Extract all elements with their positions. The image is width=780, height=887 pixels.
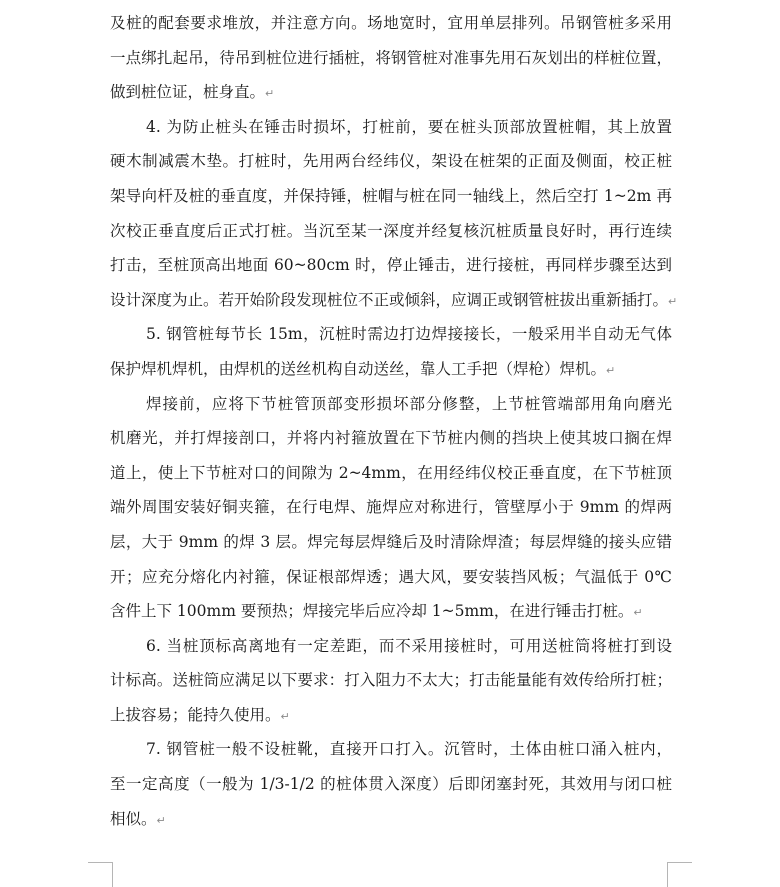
text-line: 4. 为防止桩头在锤击时损坏，打桩前，要在桩头顶部放置桩帽，其上放置 <box>146 117 672 136</box>
text-line: 焊接前，应将下节桩管顶部变形损坏部分修整，上节桩管端部用角向磨光 <box>146 394 672 413</box>
document-body <box>110 6 678 836</box>
paragraph-mark-icon: ↵ <box>668 294 678 308</box>
text-line: 计标高。送桩筒应满足以下要求：打入阻力不太大；打击能量能有效传给所打桩； <box>110 671 672 690</box>
text-line: 及桩的配套要求堆放，并注意方向。场地宽时，宜用单层排列。吊钢管桩多采用 <box>110 14 672 32</box>
text-line: 保护焊机焊机，由焊机的送丝机构自动送丝，靠人工手把（焊枪）焊机。↵ <box>110 359 616 378</box>
text-line: 架导向杆及桩的垂直度，并保持锤，桩帽与桩在同一轴线上，然后空打 1~2m 再 <box>110 186 672 205</box>
text-line: 次校正垂直度后正式打桩。当沉至某一深度并经复核沉桩质量良好时，再行连续 <box>110 221 672 240</box>
text-line: 层，大于 9mm 的焊 3 层。焊完每层焊缝后及时清除焊渣；每层焊缝的接头应错 <box>110 532 672 551</box>
paragraph-5-welding <box>110 317 672 386</box>
text-line: 道上，使上下节桩对口的间隙为 2~4mm，在用经纬仪校正垂直度，在下节桩顶 <box>110 463 672 482</box>
text-line: 硬木制减震木垫。打桩时，先用两台经纬仪，架设在桩架的正面及侧面，校正桩 <box>110 152 672 171</box>
text-line: 端外周围安装好铜夹箍，在行电焊、施焊应对称进行，管壁厚小于 9mm 的焊两 <box>110 498 672 517</box>
paragraph-4-pile-cap <box>110 110 678 318</box>
paragraph-mark-icon: ↵ <box>280 709 290 723</box>
text-line: 含件上下 100mm 要预热；焊接完毕后应冷却 1~5mm，在进行锤击打桩。↵ <box>110 602 643 621</box>
text-line: 机磨光，并打焊接剖口，并将内衬箍放置在下节桩内侧的挡块上使其坡口搁在焊 <box>110 429 672 448</box>
text-line: 5. 钢管桩每节长 15m，沉桩时需边打边焊接接长，一般采用半自动无气体 <box>146 325 672 344</box>
page-corner-mark-right <box>667 862 692 887</box>
paragraph-pile-stacking <box>110 6 672 110</box>
paragraph-6-follower <box>110 629 672 733</box>
paragraph-pre-welding <box>110 387 672 629</box>
text-line: 打击，至桩顶高出地面 60~80cm 时，停止锤击，进行接桩，再同样步骤至达到 <box>110 256 672 275</box>
text-line: 设计深度为止。若开始阶段发现桩位不正或倾斜，应调正或钢管桩拔出重新插打。↵ <box>110 290 678 309</box>
paragraph-mark-icon: ↵ <box>606 363 616 377</box>
text-line: 上拔容易；能持久使用。↵ <box>110 705 290 724</box>
text-line: 一点绑扎起吊，待吊到桩位进行插桩，将钢管桩对准事先用石灰划出的样桩位置， <box>110 48 672 67</box>
text-line: 相似。↵ <box>110 809 166 828</box>
text-line: 开；应充分熔化内衬箍，保证根部焊透；遇大风，要安装挡风板；气温低于 0℃ <box>110 567 672 586</box>
text-line: 做到桩位证，桩身直。↵ <box>110 83 275 102</box>
paragraph-mark-icon: ↵ <box>265 87 275 101</box>
paragraph-mark-icon: ↵ <box>156 813 166 827</box>
paragraph-7-open-end <box>110 732 672 836</box>
text-line: 7. 钢管桩一般不设桩靴，直接开口打入。沉管时，土体由桩口涌入桩内， <box>146 740 672 759</box>
text-line: 至一定高度（一般为 1/3-1/2 的桩体贯入深度）后即闭塞封死，其效用与闭口桩 <box>110 775 672 794</box>
text-line: 6. 当桩顶标高离地有一定差距，而不采用接桩时，可用送桩筒将桩打到设 <box>146 636 672 655</box>
paragraph-mark-icon: ↵ <box>633 606 643 620</box>
page-corner-mark-left <box>88 862 113 887</box>
